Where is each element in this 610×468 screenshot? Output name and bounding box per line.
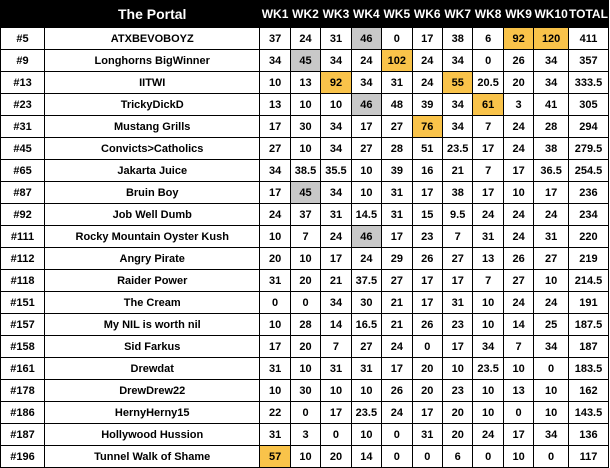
week-score-cell: 17: [473, 138, 503, 160]
week-score-cell: 23.5: [351, 402, 381, 424]
week-score-cell: 10: [473, 380, 503, 402]
team-name-cell: Hollywood Hussion: [45, 424, 260, 446]
week-score-cell: 31: [321, 204, 351, 226]
week-score-cell: 13: [260, 94, 290, 116]
week-score-cell: 30: [290, 380, 320, 402]
table-row: [1, 270, 609, 292]
week-score-cell: 24: [503, 116, 533, 138]
rank-cell: #5: [1, 28, 45, 50]
week-score-cell: 61: [473, 94, 503, 116]
week-score-cell: 46: [351, 28, 381, 50]
total-score-cell: 117: [568, 446, 608, 468]
week-score-cell: 120: [534, 28, 569, 50]
week-score-cell: 16.5: [351, 314, 381, 336]
week-score-cell: 35.5: [321, 160, 351, 182]
week-score-cell: 27: [503, 270, 533, 292]
rank-cell: #112: [1, 248, 45, 270]
total-score-cell: 279.5: [568, 138, 608, 160]
week-score-cell: 10: [260, 314, 290, 336]
table-row: [1, 28, 609, 50]
table-row: [1, 292, 609, 314]
week-score-cell: 31: [321, 358, 351, 380]
rank-cell: #92: [1, 204, 45, 226]
week-score-cell: 31: [351, 358, 381, 380]
table-row: [1, 94, 609, 116]
week-score-cell: 26: [503, 50, 533, 72]
week-score-cell: 10: [473, 292, 503, 314]
table-row: [1, 380, 609, 402]
table-title: The Portal: [45, 1, 260, 28]
rank-cell: #151: [1, 292, 45, 314]
week-score-cell: 21: [382, 292, 412, 314]
table-row: [1, 314, 609, 336]
week-score-cell: 38: [442, 28, 472, 50]
week-score-cell: 34: [534, 424, 569, 446]
week-score-cell: 31: [442, 292, 472, 314]
week-score-cell: 23: [442, 380, 472, 402]
week-score-cell: 34: [534, 72, 569, 94]
team-name-cell: DrewDrew22: [45, 380, 260, 402]
rank-cell: #9: [1, 50, 45, 72]
week-score-cell: 13: [503, 380, 533, 402]
week-score-cell: 10: [290, 94, 320, 116]
week-score-cell: 0: [382, 446, 412, 468]
week-score-cell: 17: [260, 182, 290, 204]
week-score-cell: 0: [412, 446, 442, 468]
week-score-cell: 20: [442, 402, 472, 424]
week-score-cell: 10: [351, 182, 381, 204]
week-score-cell: 17: [351, 116, 381, 138]
week-score-cell: 28: [290, 314, 320, 336]
week-score-cell: 31: [412, 424, 442, 446]
table-row: [1, 160, 609, 182]
week-score-cell: 3: [290, 424, 320, 446]
table-row: [1, 248, 609, 270]
rank-cell: #186: [1, 402, 45, 424]
team-name-cell: ATXBEVOBOYZ: [45, 28, 260, 50]
week-score-cell: 39: [412, 94, 442, 116]
week-score-cell: 9.5: [442, 204, 472, 226]
week-score-cell: 24: [321, 226, 351, 248]
rank-cell: #161: [1, 358, 45, 380]
team-name-cell: Angry Pirate: [45, 248, 260, 270]
week-score-cell: 34: [351, 72, 381, 94]
column-header-wk3: WK3: [321, 1, 351, 28]
week-score-cell: 27: [351, 336, 381, 358]
week-score-cell: 37: [260, 28, 290, 50]
week-score-cell: 17: [412, 402, 442, 424]
week-score-cell: 34: [442, 94, 472, 116]
week-score-cell: 7: [473, 160, 503, 182]
week-score-cell: 37: [290, 204, 320, 226]
week-score-cell: 16: [412, 160, 442, 182]
column-header-wk7: WK7: [442, 1, 472, 28]
week-score-cell: 10: [503, 358, 533, 380]
week-score-cell: 31: [534, 226, 569, 248]
total-score-cell: 357: [568, 50, 608, 72]
week-score-cell: 55: [442, 72, 472, 94]
team-name-cell: Jakarta Juice: [45, 160, 260, 182]
week-score-cell: 57: [260, 446, 290, 468]
week-score-cell: 27: [534, 248, 569, 270]
team-name-cell: Drewdat: [45, 358, 260, 380]
week-score-cell: 17: [503, 424, 533, 446]
table-row: [1, 446, 609, 468]
table-row: [1, 182, 609, 204]
week-score-cell: 7: [290, 226, 320, 248]
rank-cell: #31: [1, 116, 45, 138]
week-score-cell: 17: [503, 160, 533, 182]
total-score-cell: 136: [568, 424, 608, 446]
week-score-cell: 31: [321, 28, 351, 50]
week-score-cell: 14.5: [351, 204, 381, 226]
week-score-cell: 27: [351, 138, 381, 160]
week-score-cell: 10: [351, 424, 381, 446]
column-header-wk2: WK2: [290, 1, 320, 28]
team-name-cell: IITWI: [45, 72, 260, 94]
week-score-cell: 24: [412, 72, 442, 94]
week-score-cell: 46: [351, 94, 381, 116]
week-score-cell: 7: [473, 116, 503, 138]
week-score-cell: 23.5: [473, 358, 503, 380]
week-score-cell: 20.5: [473, 72, 503, 94]
week-score-cell: 6: [473, 28, 503, 50]
total-score-cell: 294: [568, 116, 608, 138]
team-name-cell: Bruin Boy: [45, 182, 260, 204]
header-row: [1, 1, 609, 28]
week-score-cell: 31: [260, 270, 290, 292]
rank-cell: #65: [1, 160, 45, 182]
rank-cell: #45: [1, 138, 45, 160]
rank-cell: #118: [1, 270, 45, 292]
total-score-cell: 236: [568, 182, 608, 204]
week-score-cell: 0: [503, 402, 533, 424]
team-name-cell: HernyHerny15: [45, 402, 260, 424]
week-score-cell: 10: [503, 446, 533, 468]
week-score-cell: 17: [260, 116, 290, 138]
column-header-wk6: WK6: [412, 1, 442, 28]
total-score-cell: 187.5: [568, 314, 608, 336]
week-score-cell: 0: [382, 424, 412, 446]
week-score-cell: 34: [442, 50, 472, 72]
team-name-cell: TrickyDickD: [45, 94, 260, 116]
week-score-cell: 0: [534, 446, 569, 468]
week-score-cell: 20: [503, 72, 533, 94]
week-score-cell: 31: [382, 72, 412, 94]
week-score-cell: 0: [321, 424, 351, 446]
week-score-cell: 20: [290, 336, 320, 358]
week-score-cell: 30: [351, 292, 381, 314]
week-score-cell: 27: [382, 270, 412, 292]
week-score-cell: 10: [351, 160, 381, 182]
week-score-cell: 23: [442, 314, 472, 336]
column-header-wk5: WK5: [382, 1, 412, 28]
week-score-cell: 14: [351, 446, 381, 468]
week-score-cell: 0: [473, 446, 503, 468]
week-score-cell: 0: [382, 28, 412, 50]
week-score-cell: 38: [442, 182, 472, 204]
week-score-cell: 3: [503, 94, 533, 116]
week-score-cell: 92: [321, 72, 351, 94]
team-name-cell: The Cream: [45, 292, 260, 314]
total-score-cell: 187: [568, 336, 608, 358]
total-score-cell: 254.5: [568, 160, 608, 182]
week-score-cell: 10: [534, 402, 569, 424]
week-score-cell: 34: [321, 116, 351, 138]
total-score-cell: 214.5: [568, 270, 608, 292]
week-score-cell: 10: [321, 94, 351, 116]
week-score-cell: 24: [473, 204, 503, 226]
week-score-cell: 24: [473, 424, 503, 446]
week-score-cell: 20: [321, 446, 351, 468]
week-score-cell: 34: [473, 336, 503, 358]
week-score-cell: 10: [260, 72, 290, 94]
week-score-cell: 34: [321, 182, 351, 204]
total-score-cell: 333.5: [568, 72, 608, 94]
table-row: [1, 72, 609, 94]
week-score-cell: 34: [534, 336, 569, 358]
team-name-cell: Raider Power: [45, 270, 260, 292]
week-score-cell: 31: [260, 424, 290, 446]
week-score-cell: 21: [321, 270, 351, 292]
column-header-wk1: WK1: [260, 1, 290, 28]
week-score-cell: 36.5: [534, 160, 569, 182]
week-score-cell: 24: [503, 292, 533, 314]
table-row: [1, 116, 609, 138]
week-score-cell: 34: [534, 50, 569, 72]
week-score-cell: 17: [321, 402, 351, 424]
week-score-cell: 24: [503, 226, 533, 248]
week-score-cell: 24: [260, 204, 290, 226]
week-score-cell: 17: [442, 270, 472, 292]
week-score-cell: 34: [260, 50, 290, 72]
week-score-cell: 34: [321, 292, 351, 314]
week-score-cell: 24: [503, 138, 533, 160]
week-score-cell: 45: [290, 182, 320, 204]
week-score-cell: 23.5: [442, 138, 472, 160]
week-score-cell: 24: [351, 50, 381, 72]
table-row: [1, 336, 609, 358]
week-score-cell: 31: [382, 182, 412, 204]
week-score-cell: 17: [260, 336, 290, 358]
week-score-cell: 10: [503, 182, 533, 204]
week-score-cell: 10: [290, 358, 320, 380]
column-header-wk4: WK4: [351, 1, 381, 28]
week-score-cell: 10: [260, 226, 290, 248]
week-score-cell: 17: [412, 182, 442, 204]
week-score-cell: 92: [503, 28, 533, 50]
week-score-cell: 17: [473, 182, 503, 204]
table-row: [1, 138, 609, 160]
week-score-cell: 17: [442, 336, 472, 358]
week-score-cell: 31: [382, 204, 412, 226]
week-score-cell: 24: [351, 248, 381, 270]
week-score-cell: 17: [534, 182, 569, 204]
week-score-cell: 27: [382, 116, 412, 138]
rank-cell: #196: [1, 446, 45, 468]
week-score-cell: 14: [321, 314, 351, 336]
table-row: [1, 358, 609, 380]
column-header-wk9: WK9: [503, 1, 533, 28]
week-score-cell: 26: [412, 314, 442, 336]
week-score-cell: 39: [382, 160, 412, 182]
week-score-cell: 24: [534, 292, 569, 314]
week-score-cell: 24: [412, 50, 442, 72]
week-score-cell: 38.5: [290, 160, 320, 182]
week-score-cell: 10: [534, 380, 569, 402]
team-name-cell: Longhorns BigWinner: [45, 50, 260, 72]
week-score-cell: 13: [290, 72, 320, 94]
week-score-cell: 76: [412, 116, 442, 138]
week-score-cell: 28: [382, 138, 412, 160]
rank-cell: #158: [1, 336, 45, 358]
week-score-cell: 10: [351, 380, 381, 402]
week-score-cell: 10: [534, 270, 569, 292]
week-score-cell: 23: [412, 226, 442, 248]
week-score-cell: 20: [412, 358, 442, 380]
total-score-cell: 162: [568, 380, 608, 402]
week-score-cell: 38: [534, 138, 569, 160]
team-name-cell: Job Well Dumb: [45, 204, 260, 226]
rank-cell: #13: [1, 72, 45, 94]
week-score-cell: 29: [382, 248, 412, 270]
week-score-cell: 6: [442, 446, 472, 468]
week-score-cell: 0: [290, 402, 320, 424]
total-score-cell: 305: [568, 94, 608, 116]
week-score-cell: 24: [382, 336, 412, 358]
week-score-cell: 7: [321, 336, 351, 358]
table-row: [1, 226, 609, 248]
week-score-cell: 17: [412, 28, 442, 50]
week-score-cell: 7: [503, 336, 533, 358]
week-score-cell: 20: [260, 248, 290, 270]
table-row: [1, 424, 609, 446]
total-score-cell: 143.5: [568, 402, 608, 424]
week-score-cell: 21: [442, 160, 472, 182]
week-score-cell: 48: [382, 94, 412, 116]
week-score-cell: 34: [442, 116, 472, 138]
week-score-cell: 10: [442, 358, 472, 380]
table-row: [1, 402, 609, 424]
week-score-cell: 24: [290, 28, 320, 50]
week-score-cell: 34: [321, 138, 351, 160]
rank-cell: #187: [1, 424, 45, 446]
week-score-cell: 10: [473, 314, 503, 336]
rank-header: [1, 1, 45, 28]
week-score-cell: 10: [290, 248, 320, 270]
week-score-cell: 22: [260, 402, 290, 424]
rank-cell: #23: [1, 94, 45, 116]
week-score-cell: 25: [534, 314, 569, 336]
standings-body: [1, 28, 609, 468]
week-score-cell: 0: [412, 336, 442, 358]
week-score-cell: 27: [442, 248, 472, 270]
week-score-cell: 0: [473, 50, 503, 72]
week-score-cell: 31: [260, 358, 290, 380]
week-score-cell: 34: [321, 50, 351, 72]
week-score-cell: 14: [503, 314, 533, 336]
table-row: [1, 204, 609, 226]
week-score-cell: 10: [260, 380, 290, 402]
week-score-cell: 21: [382, 314, 412, 336]
column-header-total: TOTAL: [568, 1, 608, 28]
team-name-cell: My NIL is worth nil: [45, 314, 260, 336]
week-score-cell: 28: [534, 116, 569, 138]
week-score-cell: 20: [290, 270, 320, 292]
week-score-cell: 17: [412, 292, 442, 314]
week-score-cell: 0: [290, 292, 320, 314]
rank-cell: #111: [1, 226, 45, 248]
week-score-cell: 10: [290, 138, 320, 160]
week-score-cell: 17: [382, 358, 412, 380]
week-score-cell: 26: [503, 248, 533, 270]
week-score-cell: 51: [412, 138, 442, 160]
rank-cell: #87: [1, 182, 45, 204]
week-score-cell: 17: [321, 248, 351, 270]
week-score-cell: 0: [534, 358, 569, 380]
table-row: [1, 50, 609, 72]
week-score-cell: 27: [260, 138, 290, 160]
team-name-cell: Rocky Mountain Oyster Kush: [45, 226, 260, 248]
week-score-cell: 30: [290, 116, 320, 138]
week-score-cell: 24: [503, 204, 533, 226]
week-score-cell: 46: [351, 226, 381, 248]
total-score-cell: 411: [568, 28, 608, 50]
week-score-cell: 15: [412, 204, 442, 226]
total-score-cell: 183.5: [568, 358, 608, 380]
week-score-cell: 10: [290, 446, 320, 468]
week-score-cell: 24: [534, 204, 569, 226]
week-score-cell: 45: [290, 50, 320, 72]
week-score-cell: 37.5: [351, 270, 381, 292]
team-name-cell: Sid Farkus: [45, 336, 260, 358]
week-score-cell: 41: [534, 94, 569, 116]
column-header-wk8: WK8: [473, 1, 503, 28]
week-score-cell: 26: [382, 380, 412, 402]
week-score-cell: 20: [442, 424, 472, 446]
total-score-cell: 234: [568, 204, 608, 226]
week-score-cell: 10: [321, 380, 351, 402]
total-score-cell: 191: [568, 292, 608, 314]
total-score-cell: 220: [568, 226, 608, 248]
week-score-cell: 17: [382, 226, 412, 248]
week-score-cell: 34: [260, 160, 290, 182]
week-score-cell: 7: [473, 270, 503, 292]
total-score-cell: 219: [568, 248, 608, 270]
week-score-cell: 13: [473, 248, 503, 270]
week-score-cell: 31: [473, 226, 503, 248]
week-score-cell: 102: [382, 50, 412, 72]
week-score-cell: 26: [412, 248, 442, 270]
team-name-cell: Mustang Grills: [45, 116, 260, 138]
week-score-cell: 17: [412, 270, 442, 292]
team-name-cell: Tunnel Walk of Shame: [45, 446, 260, 468]
rank-cell: #157: [1, 314, 45, 336]
week-score-cell: 7: [442, 226, 472, 248]
week-score-cell: 20: [412, 380, 442, 402]
team-name-cell: Convicts>Catholics: [45, 138, 260, 160]
week-score-cell: 10: [473, 402, 503, 424]
week-score-cell: 0: [260, 292, 290, 314]
rank-cell: #178: [1, 380, 45, 402]
column-header-wk10: WK10: [534, 1, 569, 28]
week-score-cell: 24: [382, 402, 412, 424]
